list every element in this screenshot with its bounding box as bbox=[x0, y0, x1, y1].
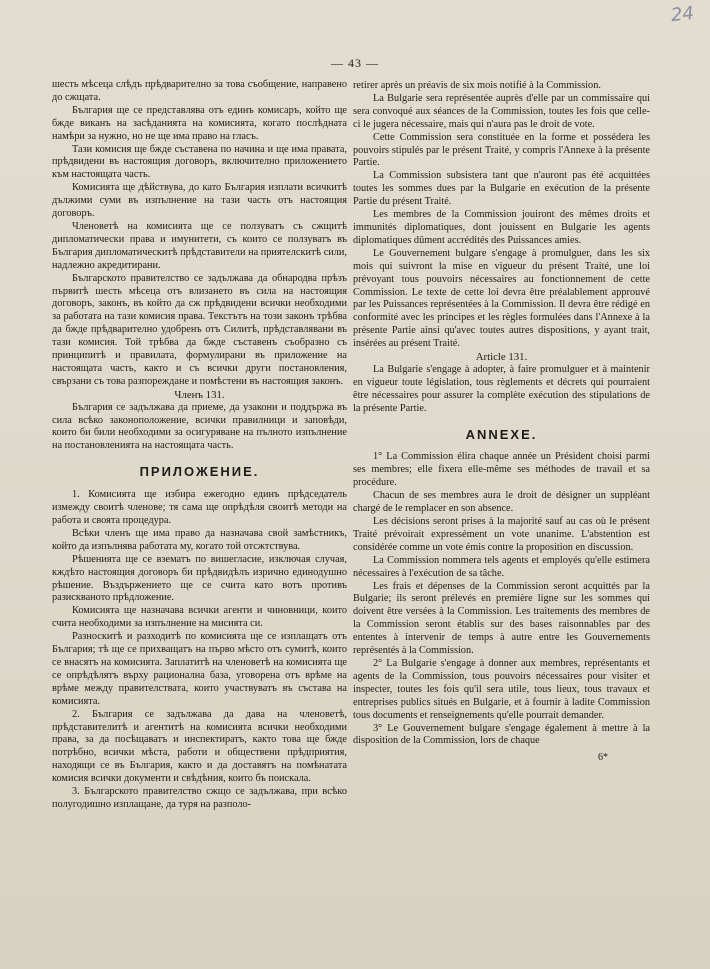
french-annex-title: ANNEXE. bbox=[465, 426, 538, 442]
paragraph: retirer après un préavis de six mois notifié à la Commission. bbox=[353, 80, 601, 91]
paragraph: 1° La Commission élira chaque année un Président choisi parmi ses membres; elle fixera elle-même ses méthodes de travail et sa procédure. bbox=[353, 451, 650, 489]
handwritten-page-number: 24 bbox=[670, 2, 696, 27]
paragraph: Les membres de la Commission jouiront des mêmes droits et immunités diplomatiques, dont jouissent en Bulgarie les agents diplomatiques dûment accrédités des Puissances amies. bbox=[353, 209, 650, 246]
paragraph: 2° La Bulgarie s'engage à donner aux membres, représentants et agents de la Commission, tous pouvoirs nécessaires pour visiter et inspecter, toutes les fois qu'il sera utile, tous lieux, tous travaux et entreprises publics situés en Bulgarie, et à fournir à ladite Commission tous documents et renseignements qu'elle pourrait demander. bbox=[353, 657, 650, 721]
paragraph: 2. България се задължава да дава на членоветѣ, прѣдставителитѣ и агентитѣ на комисията всички необходими права, за да посѣщаватъ и инспектиратъ, както това ще бжде потрѣбно, всички мѣста, работи и обществени прѣдприятия, находящи се въ България, както и да доставятъ на помѣнатата комисия всички документи и свѣдѣния, които бъ поискала. bbox=[52, 708, 347, 785]
paragraph: Le Gouvernement bulgare s'engage à promulguer, dans les six mois qui suivront la mise en vigueur du présent Traité, une loi prévoyant tous pouvoirs nécessaires au fonctionnement de cette Commission. Le texte de cette loi devra être préalablement approuvé par les Puissances représentées à la Commission. Il devra être rédigé en conformité avec les principes et les règles formulées dans l'Annexe à la présente Partie ainsi qu'avec toutes autres dispositions, y ayant trait, insérées au présent Traité. bbox=[353, 247, 650, 350]
paragraph: Cette Commission sera constituée en la forme et possédera les pouvoirs stipulés par le présent Traité, y compris l'Annexe à la présente Partie. bbox=[353, 131, 650, 169]
paragraph: Всѣки членъ ще има право да назначава свой замѣстникъ, който да изпълнява работата му, когато той отсжтствува. bbox=[52, 527, 347, 552]
page-number: — 43 — bbox=[331, 56, 379, 70]
paragraph: Членоветѣ на комисията ще се ползуватъ съ сжщитѣ дипломатически права и имунитети, съ които се ползуватъ въ България дипломатическитѣ прѣдставители на приятелскитѣ сили, надлежно акредитирани. bbox=[52, 220, 347, 271]
french-annex-block bbox=[353, 451, 650, 748]
paragraph: Les frais et dépenses de la Commission seront acquittés par la Bulgarie; ils seront prélevés en première ligne sur les sommes qui doivent être versées à la Commission. Les traitements des membres de la Commission seront établis sur des bases raisonnables par des ententes à intervenir de temps à autre entre les Gouvernements représentés à la Commission. bbox=[353, 580, 650, 657]
paragraph: Рѣшенията ще се взематъ по вишегласие, изключая случая, кждѣто настоящия договоръ би прѣдвидѣлъ изрично единодушно рѣшение. Въздържението ще се счита като вотъ противъ разискваното прѣдложение. bbox=[52, 553, 347, 604]
bulgarian-article-title: Членъ 131. bbox=[174, 388, 225, 401]
bulgarian-annex-title: ПРИЛОЖЕНИЕ. bbox=[139, 464, 260, 480]
signature-mark: 6* bbox=[598, 752, 608, 764]
bulgarian-column bbox=[52, 79, 347, 812]
paragraph: 3. Българското правителство сжщо се задължава, при всѣко полугодишно изплащане, да туря на разполо- bbox=[52, 786, 347, 810]
paragraph: Тази комисия ще бжде съставена по начина и ще има правата, прѣдвидени въ настоящия договоръ, включително приложението към настоящата часть. bbox=[52, 143, 347, 181]
paragraph: La Commission nommera tels agents et employés qu'elle estimera nécessaires à l'exécution de sa tâche. bbox=[353, 554, 650, 579]
paragraph: Les décisions seront prises à la majorité sauf au cas où le présent Traité prévoirait expressément un vote unanime. L'abstention est considérée comme un vote émis contre la proposition en discussion. bbox=[353, 516, 650, 553]
paragraph: Комисията ще дѣйствува, до като България изплати всичкитѣ дължими суми въ изпълнение на тази часть отъ настоящия договоръ. bbox=[52, 182, 347, 220]
paragraph: България ще се представлява отъ единъ комисаръ, който ще бжде виканъ на засѣданията на комисията, когато послѣдната намѣри за нужно, но не ще има право на гласъ. bbox=[52, 104, 347, 142]
french-column bbox=[353, 80, 650, 765]
paragraph: Българското правителство се задължава да обнародва прѣзъ първитѣ шесть мѣсеца отъ влизането въ сила на настоящия договоръ, законъ, въ който да сж прѣдвидени всички необходими за работата на тази комисия права. Текстътъ на този законъ трѣбва да бжде прѣдварително удобренъ отъ Силитѣ, прѣдставлявани въ тази комисия. Той трѣбва да бжде съставенъ съобразно съ принципитѣ и правилата, формулирани въ приложение на настоящата часть, както и съ всички други постановления, свързани съ това разпореждане и помѣстени въ настоящия законъ. bbox=[52, 272, 347, 387]
french-article-text: La Bulgarie s'engage à adopter, à faire promulguer et à maintenir en vigueur toute législation, tous règlements et décrets qui pourraient être nécessaires pour assurer la complète exécution des stipulations de la présente Partie. bbox=[353, 363, 650, 414]
paragraph: Разноскитѣ и разходитѣ по комисията ще се изплащатъ отъ България; тѣ ще се прихващатъ на първо мѣсто отъ сумитѣ, които се внасятъ на комисията. Заплатитѣ на членоветѣ на комисията ще се опрѣдѣлятъ върху рационална база, уговорена отъ врѣме на врѣме между правителствата, които участвуватъ въ състава на комисията. bbox=[52, 631, 347, 707]
paragraph: 1. Комисията ще избира ежегодно единъ прѣдседатель измежду своитѣ членове; тя сама ще опрѣдѣля своитѣ методи на работа и своята процедура. bbox=[52, 489, 347, 526]
bulgarian-article-text: България се задължава да приеме, да узакони и поддържа въ сила всѣко законоположение, всички правилници и заповѣди, които би били необходими за осигуряване на пълното изпълнение на постановленията на настоящата часть. bbox=[52, 401, 347, 452]
paragraph: шесть мѣсеца слѣдъ прѣдварително за това съобщение, направено до сжщата. bbox=[52, 79, 347, 103]
paragraph: La Bulgarie sera représentée auprès d'elle par un commissaire qui sera convoqué aux séances de la Commission, toutes les fois que celle-ci le jugera nécessaire, mais qui n'aura pas le droit de vote. bbox=[353, 92, 650, 130]
paragraph: Chacun de ses membres aura le droit de désigner un suppléant chargé de le remplacer en son absence. bbox=[353, 490, 650, 515]
paragraph: 3° Le Gouvernement bulgare s'engage également à mettre à la disposition de la Commission, lors de chaque bbox=[353, 722, 650, 747]
french-text-block bbox=[353, 80, 650, 351]
paragraph: Комисията ще назначава всички агенти и чиновници, които счита необходими за изпълнение на мисията си. bbox=[52, 605, 347, 630]
bulgarian-annex-block bbox=[52, 489, 347, 812]
bulgarian-text-block bbox=[52, 79, 347, 389]
french-article-title: Article 131. bbox=[475, 351, 528, 364]
paragraph: La Commission subsistera tant que n'auront pas été acquittées toutes les sommes dues par la Bulgarie en exécution de la présente Partie du présent Traité. bbox=[353, 170, 650, 208]
